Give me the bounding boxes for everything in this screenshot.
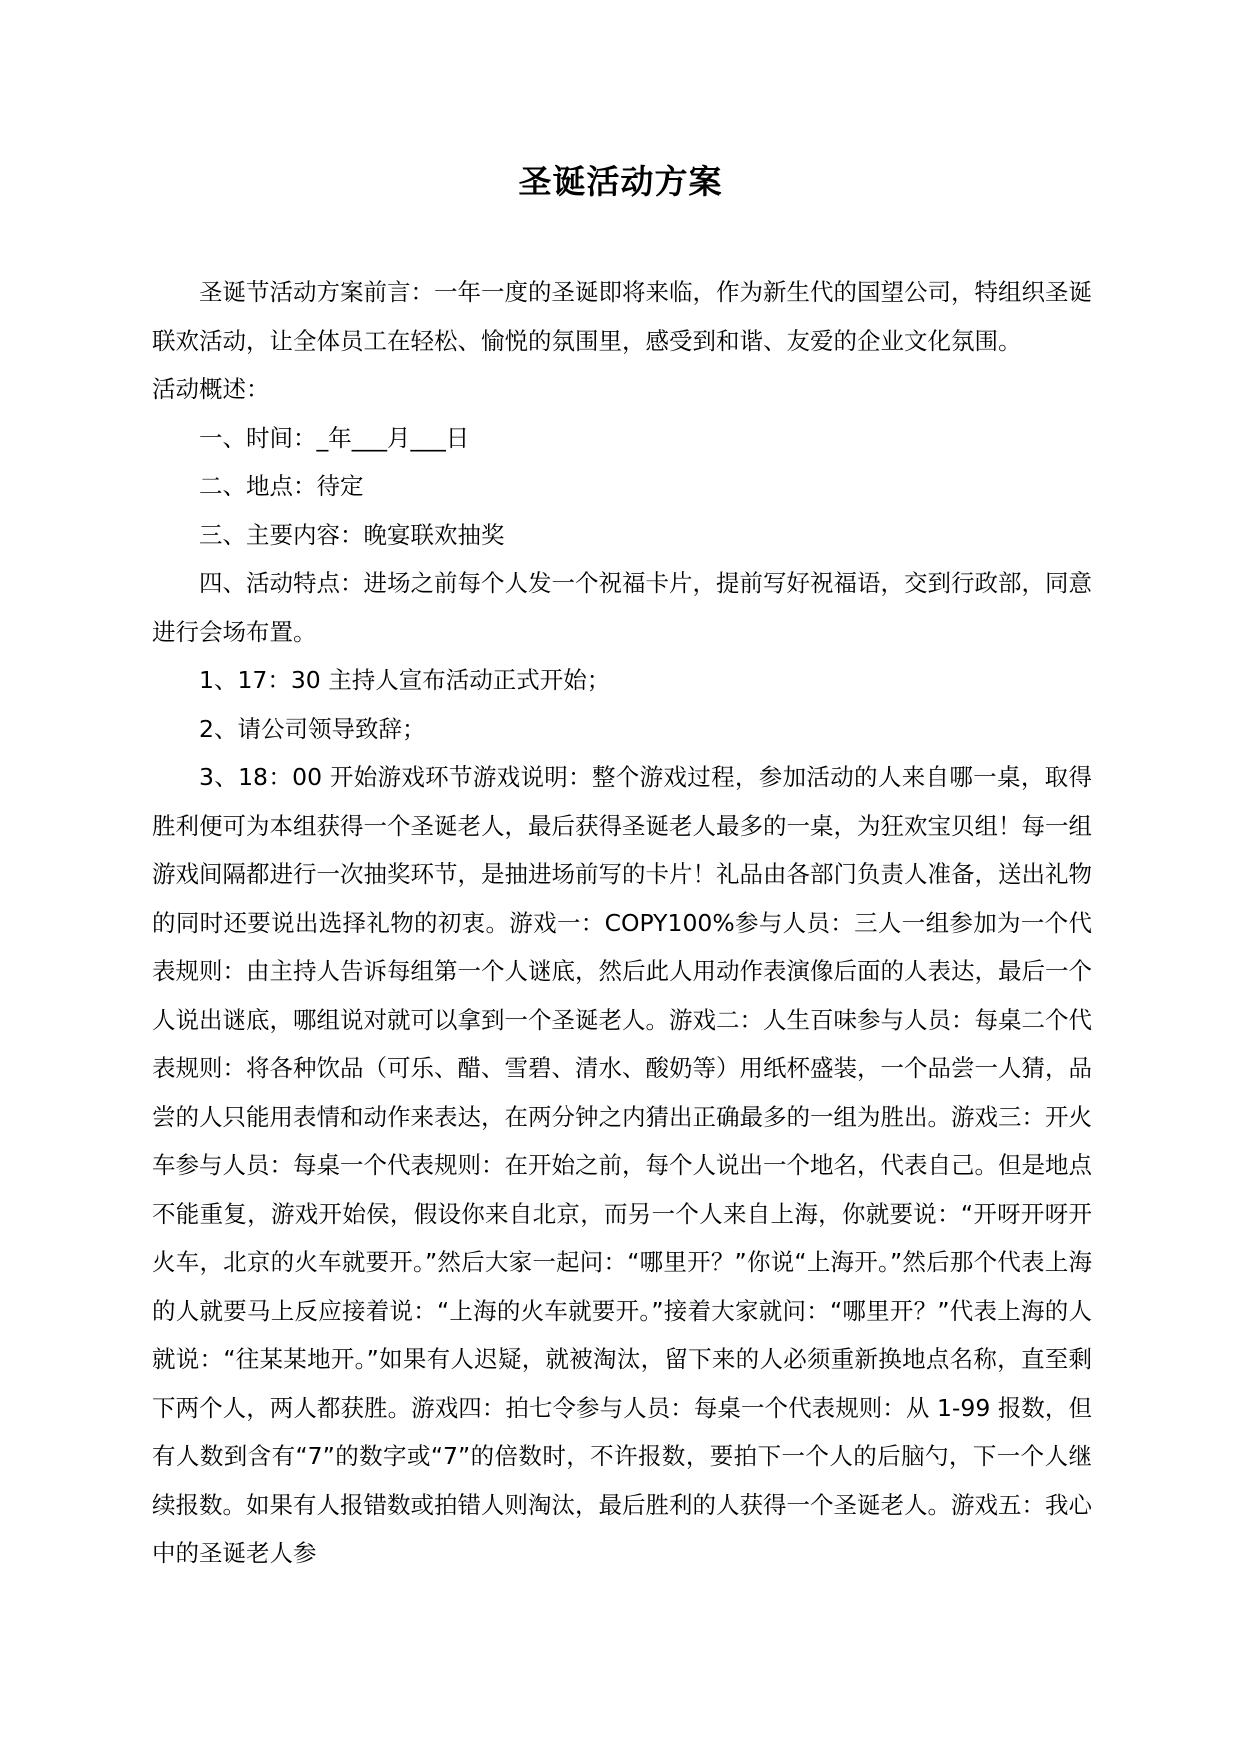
document-title: 圣诞活动方案 bbox=[518, 162, 723, 201]
paragraph-time: 一、时间：_年___月___日 bbox=[199, 423, 470, 452]
paragraph-step-1: 1、17：30 主持人宣布活动正式开始； bbox=[199, 666, 611, 694]
paragraph-step-3-games: 3、18：00 开始游戏环节游戏说明：整个游戏过程，参加活动的人来自哪一桌，取得胜利便可为本组获得一个圣诞老人，最后获得圣诞老人最多的一桌，为狂欢宝贝组！每一组游戏间隔都进行一次抽奖环节，是抽进场前写的卡片！礼品由各部门负责人准备，送出礼物的同时还要说出选择礼物的初衷。游戏一：COPY100%参与人员：三人一组参加为一个代表规则：由主持人告诉每组第一个人谜底，然后此人用动作表演像后面的人表达，最后一个人说出谜底，哪组说对就可以拿到一个圣诞老人。游戏二：人生百味参与人员：每桌二个代表规则：将各种饮品（可乐、醋、雪碧、清水、酸奶等）用纸杯盛装，一个品尝一人猜，品尝的人只能用表情和动作来表达，在两分钟之内猜出正确最多的一组为胜出。游戏三：开火车参与人员：每桌一个代表规则：在开始之前，每个人说出一个地名，代表自己。但是地点不能重复，游戏开始侯，假设你来自北京，而另一个人来自上海，你就要说：“开呀开呀开火车，北京的火车就要开。”然后大家一起问：“哪里开？”你说“上海开。”然后那个代表上海的人就要马上反应接着说：“上海的火车就要开。”接着大家就问：“哪里开？”代表上海的人就说：“往某某地开。”如果有人迟疑，就被淘汰，留下来的人必须重新换地点名称，直至剩下两个人，两人都获胜。游戏四：拍七令参与人员：每桌一个代表规则：从 1-99 报数，但有人数到含有“7”的数字或“7”的倍数时，不许报数，要拍下一个人的后脑勺，下一个人继续报数。如果有人报错数或拍错人则淘汰，最后胜利的人获得一个圣诞老人。游戏五：我心中的圣诞老人参 bbox=[152, 763, 1092, 1567]
paragraph-step-2: 2、请公司领导致辞； bbox=[199, 714, 426, 743]
document-body bbox=[152, 268, 1092, 1578]
paragraph-preface: 圣诞节活动方案前言：一年一度的圣诞即将来临，作为新生代的国望公司，特组织圣诞联欢活动，让全体员工在轻松、愉悦的氛围里，感受到和谐、友爱的企业文化氛围。 bbox=[152, 278, 1092, 355]
paragraph-features: 四、活动特点：进场之前每个人发一个祝福卡片，提前写好祝福语，交到行政部，同意进行会场布置。 bbox=[152, 569, 1092, 646]
paragraph-main-content: 三、主要内容：晚宴联欢抽奖 bbox=[199, 520, 505, 549]
paragraph-overview-heading: 活动概述： bbox=[152, 375, 270, 403]
paragraph-location: 二、地点：待定 bbox=[199, 472, 364, 500]
